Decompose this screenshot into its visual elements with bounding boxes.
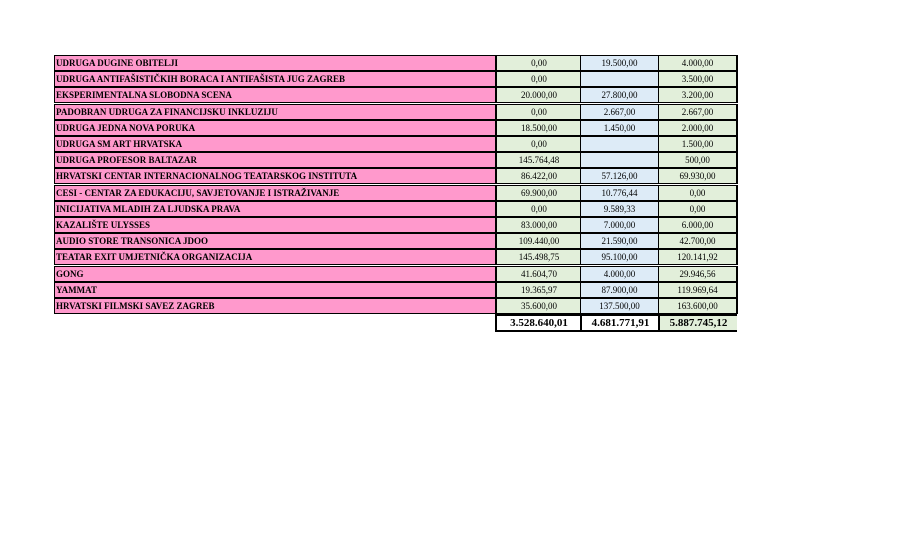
organization-name-cell: PADOBRAN UDRUGA ZA FINANCIJSKU INKLUZIJU xyxy=(54,104,497,120)
total-cell-col3: 5.887.745,12 xyxy=(658,314,737,332)
organization-name-cell: UDRUGA PROFESOR BALTAZAR xyxy=(54,152,497,168)
amount-cell-col1: 35.600,00 xyxy=(495,298,582,314)
amount-cell-col1: 0,00 xyxy=(495,201,582,217)
amount-cell-col3: 0,00 xyxy=(658,201,738,217)
amount-cell-col2: 9.589,33 xyxy=(580,201,659,217)
amount-cell-col1: 18.500,00 xyxy=(495,120,582,136)
amount-cell-col3: 119.969,64 xyxy=(658,282,738,298)
organization-name-cell: CESI - CENTAR ZA EDUKACIJU, SAVJETOVANJE I ISTRAŽIVANJE xyxy=(54,185,497,201)
amount-cell-col1: 0,00 xyxy=(495,71,582,87)
amount-cell-col1: 19.365,97 xyxy=(495,282,582,298)
organization-name-cell: TEATAR EXIT UMJETNIČKA ORGANIZACIJA xyxy=(54,249,497,265)
amount-cell-col2: 1.450,00 xyxy=(580,120,659,136)
amount-cell-col1: 0,00 xyxy=(495,136,582,152)
amount-cell-col3: 120.141,92 xyxy=(658,249,738,265)
amount-cell-col3: 3.500,00 xyxy=(658,71,738,87)
organization-name-cell: KAZALIŠTE ULYSSES xyxy=(54,217,497,233)
amount-cell-col1: 86.422,00 xyxy=(495,168,582,184)
amount-cell-col3: 42.700,00 xyxy=(658,233,738,249)
amount-cell-col3: 29.946,56 xyxy=(658,266,738,282)
amount-cell-col1: 83.000,00 xyxy=(495,217,582,233)
amount-cell-col1: 20.000,00 xyxy=(495,87,582,103)
amount-cell-col1: 145.764,48 xyxy=(495,152,582,168)
amount-cell-col1: 145.498,75 xyxy=(495,249,582,265)
amount-cell-col3: 2.667,00 xyxy=(658,104,738,120)
amount-cell-col2: 137.500,00 xyxy=(580,298,659,314)
organization-name-cell: EKSPERIMENTALNA SLOBODNA SCENA xyxy=(54,87,497,103)
amount-cell-col2: 57.126,00 xyxy=(580,168,659,184)
amount-cell-col3: 3.200,00 xyxy=(658,87,738,103)
amount-cell-col2: 95.100,00 xyxy=(580,249,659,265)
amount-cell-col2: 7.000,00 xyxy=(580,217,659,233)
organization-name-cell: GONG xyxy=(54,266,497,282)
amount-cell-col3: 69.930,00 xyxy=(658,168,738,184)
amount-cell-col3: 4.000,00 xyxy=(658,55,738,71)
amount-cell-col2: 2.667,00 xyxy=(580,104,659,120)
amount-cell-col3: 6.000,00 xyxy=(658,217,738,233)
amount-cell-col2: 10.776,44 xyxy=(580,185,659,201)
amount-cell-col2: 19.500,00 xyxy=(580,55,659,71)
amount-cell-col1: 41.604,70 xyxy=(495,266,582,282)
organization-name-cell: UDRUGA SM ART HRVATSKA xyxy=(54,136,497,152)
organization-name-cell: HRVATSKI CENTAR INTERNACIONALNOG TEATARSKOG INSTITUTA xyxy=(54,168,497,184)
amount-cell-col2 xyxy=(580,71,659,87)
amount-cell-col3: 0,00 xyxy=(658,185,738,201)
organization-name-cell: AUDIO STORE TRANSONICA JDOO xyxy=(54,233,497,249)
amount-cell-col3: 163.600,00 xyxy=(658,298,738,314)
organization-name-cell: UDRUGA DUGINE OBITELJI xyxy=(54,55,497,71)
organization-name-cell: HRVATSKI FILMSKI SAVEZ ZAGREB xyxy=(54,298,497,314)
amount-cell-col2: 21.590,00 xyxy=(580,233,659,249)
organization-name-cell: UDRUGA ANTIFAŠISTIČKIH BORACA I ANTIFAŠISTA JUG ZAGREB xyxy=(54,71,497,87)
amount-cell-col2 xyxy=(580,152,659,168)
amount-cell-col2: 27.800,00 xyxy=(580,87,659,103)
amount-cell-col3: 1.500,00 xyxy=(658,136,738,152)
organization-name-cell: INICIJATIVA MLADIH ZA LJUDSKA PRAVA xyxy=(54,201,497,217)
total-cell-col2: 4.681.771,91 xyxy=(580,314,660,332)
amount-cell-col1: 109.440,00 xyxy=(495,233,582,249)
amount-cell-col2: 4.000,00 xyxy=(580,266,659,282)
amount-cell-col1: 69.900,00 xyxy=(495,185,582,201)
amount-cell-col1: 0,00 xyxy=(495,55,582,71)
total-cell-col1: 3.528.640,01 xyxy=(495,314,582,332)
amount-cell-col2: 87.900,00 xyxy=(580,282,659,298)
amount-cell-col1: 0,00 xyxy=(495,104,582,120)
amount-cell-col3: 500,00 xyxy=(658,152,738,168)
amount-cell-col2 xyxy=(580,136,659,152)
organization-name-cell: UDRUGA JEDNA NOVA PORUKA xyxy=(54,120,497,136)
organization-name-cell: YAMMAT xyxy=(54,282,497,298)
amount-cell-col3: 2.000,00 xyxy=(658,120,738,136)
